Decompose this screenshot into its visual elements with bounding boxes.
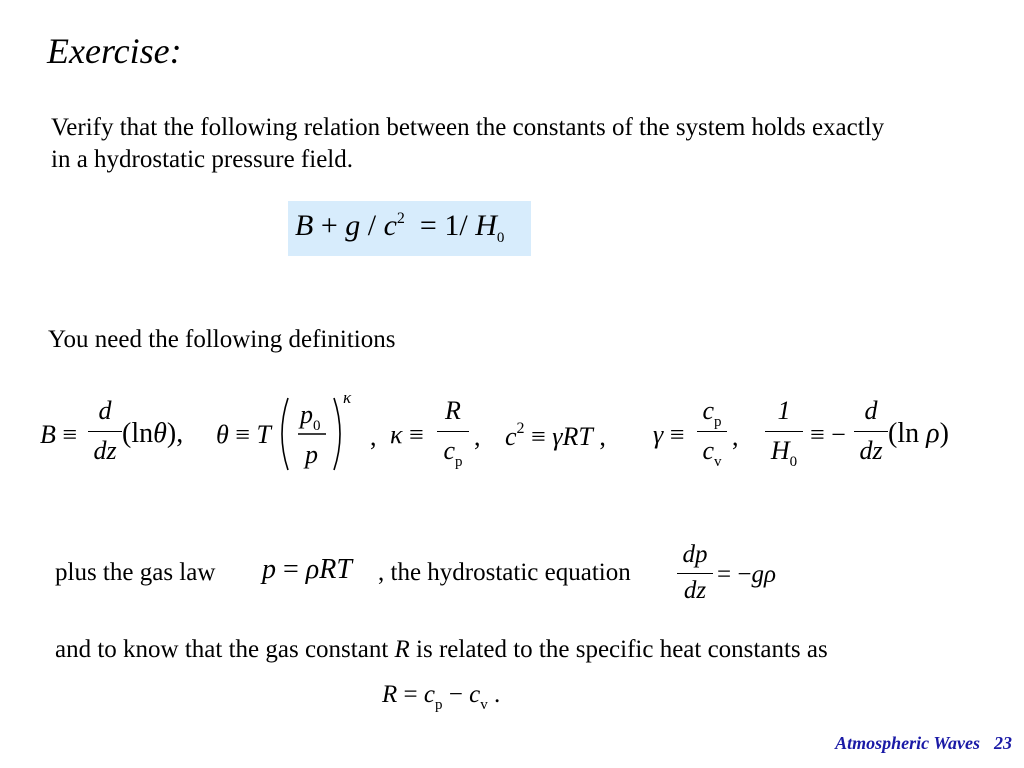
- def-c2: $c^2 \equiv \gamma RT$ ,: [505, 420, 606, 451]
- definitions-row: [0, 390, 1024, 490]
- footer: [835, 733, 1012, 754]
- def-theta-lhs: θ ≡ T: [216, 420, 271, 449]
- def-kappa-comma: ,: [474, 422, 481, 451]
- boxed-relation: [288, 201, 531, 256]
- def-H0-ln-rho: (ln ρ): [888, 418, 949, 449]
- gas-law-equation: p = ρRT: [262, 554, 352, 585]
- gas-constant-relation: $R = c_p - c_v$ .: [382, 681, 501, 713]
- def-H0-fraction: 1 $H_0$: [765, 396, 803, 426]
- footer-label: Atmospheric Waves: [835, 733, 980, 753]
- def-theta-p0: $p_0$: [300, 400, 321, 434]
- def-B-lhs: B ≡: [40, 420, 78, 449]
- def-gamma-lhs: γ ≡: [653, 420, 685, 449]
- definitions-heading: You need the following definitions: [48, 326, 396, 353]
- def-H0-derivative: d dz: [854, 396, 888, 426]
- hydrostatic-rhs: = −gρ: [717, 561, 776, 588]
- def-gamma-fraction: $c_p$ $c_v$: [697, 396, 727, 437]
- page-number: 23: [994, 733, 1012, 753]
- def-H0-equiv: ≡ −: [810, 420, 846, 449]
- intro-line-2: in a hydrostatic pressure field.: [51, 146, 353, 173]
- def-B-ln-theta: (lnθ),: [122, 418, 184, 449]
- def-theta-p: p: [305, 440, 318, 469]
- slide-title: Exercise:: [47, 31, 182, 71]
- def-kappa-lhs: κ ≡: [390, 420, 424, 449]
- gas-constant-symbol: R: [394, 636, 410, 663]
- gas-constant-prefix: and to know that the gas constant: [55, 636, 395, 663]
- gas-law-label: plus the gas law: [55, 559, 216, 586]
- def-gamma-comma: ,: [732, 422, 739, 451]
- def-B-fraction: d dz: [88, 396, 122, 426]
- intro-line-1: Verify that the following relation between the constants of the system holds exactly: [51, 114, 885, 141]
- boxed-relation-formula: $B + g / c^2 = 1/$ $H_0$: [295, 209, 505, 246]
- def-kappa-fraction: R $c_p$: [437, 396, 469, 426]
- def-theta-comma: ,: [370, 422, 377, 451]
- hydrostatic-label: , the hydrostatic equation: [378, 559, 631, 586]
- gas-constant-sentence: [55, 636, 828, 664]
- hydrostatic-fraction: dp dz: [677, 541, 713, 569]
- def-theta-kappa-exp: κ: [343, 388, 352, 407]
- gas-constant-suffix: is related to the specific heat constants as: [409, 636, 828, 663]
